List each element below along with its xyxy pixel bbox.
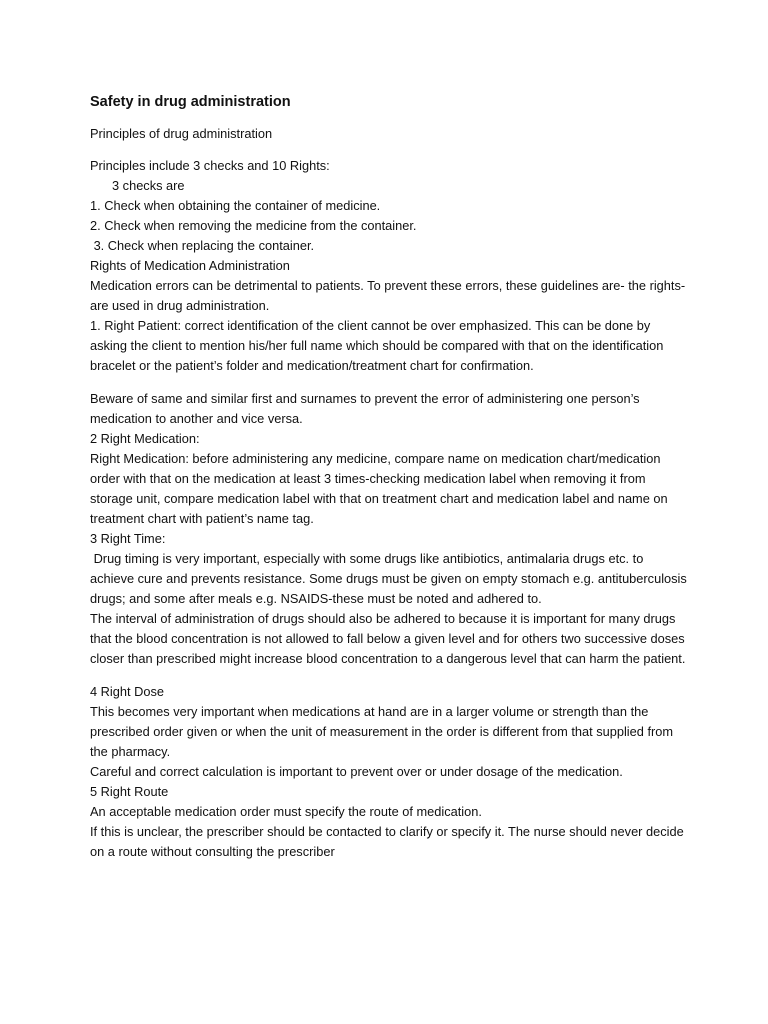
paragraph-interval: The interval of administration of drugs should also be adhered to because it is important for many drugs that the blood concentration is not allowed to fall below a given level and for others two successive doses closer than prescribed might increase blood concentration to a dangerous level that can harm the patient. — [90, 611, 689, 666]
paragraph-right-route-heading: 5 Right Route — [90, 784, 169, 799]
document-title: Safety in drug administration — [90, 94, 291, 110]
paragraph-principles-intro: Principles include 3 checks and 10 Rights: — [90, 158, 330, 173]
paragraph-check-1: 1. Check when obtaining the container of medicine. — [90, 198, 381, 213]
paragraph-calculation: Careful and correct calculation is important to prevent over or under dosage of the medication. — [90, 764, 623, 779]
paragraph-checks-label: 3 checks are — [112, 178, 185, 193]
paragraph-right-medication: Right Medication: before administering any medicine, compare name on medication chart/medication order with that on the medication at least 3 times-checking medication label when removing it from storage unit, compare medication label with that on treatment chart and medication label and name on treatment chart with patient’s name tag. — [90, 451, 672, 526]
paragraph-errors-intro: Medication errors can be detrimental to patients. To prevent these errors, these guidelines are- the rights- are used in drug administration. — [90, 278, 689, 313]
paragraph-right-time: Drug timing is very important, especially with some drugs like antibiotics, antimalaria drugs etc. to achieve cure and prevents resistance. Some drugs must be given on empty stomach e.g. antituberculosis drugs; and some after meals e.g. NSAIDS-these must be noted and adhered to. — [90, 551, 691, 606]
paragraph-right-patient: 1. Right Patient: correct identification of the client cannot be over emphasized. This can be done by asking the client to mention his/her full name which should be compared with that on the identification bracelet or the patient’s folder and medication/treatment chart for confirmation. — [90, 318, 667, 373]
paragraph-check-3: 3. Check when replacing the container. — [90, 238, 315, 253]
paragraph-principles-heading: Principles of drug administration — [90, 126, 273, 141]
paragraph-right-time-heading: 3 Right Time: — [90, 531, 166, 546]
paragraph-check-2: 2. Check when removing the medicine from the container. — [90, 218, 417, 233]
paragraph-right-medication-heading: 2 Right Medication: — [90, 431, 200, 446]
paragraph-rights-heading: Rights of Medication Administration — [90, 258, 290, 273]
paragraph-route-order: An acceptable medication order must specify the route of medication. — [90, 804, 482, 819]
paragraph-beware: Beware of same and similar first and surnames to prevent the error of administering one person’s medication to another and vice versa. — [90, 391, 644, 426]
paragraph-right-dose-heading: 4 Right Dose — [90, 684, 164, 699]
paragraph-route-unclear: If this is unclear, the prescriber should be contacted to clarify or specify it. The nurse should never decide on a route without consulting the prescriber — [90, 824, 688, 859]
paragraph-right-dose: This becomes very important when medications at hand are in a larger volume or strength than the prescribed order given or when the unit of measurement in the order is different from that supplied from the pharmacy. — [90, 704, 677, 759]
